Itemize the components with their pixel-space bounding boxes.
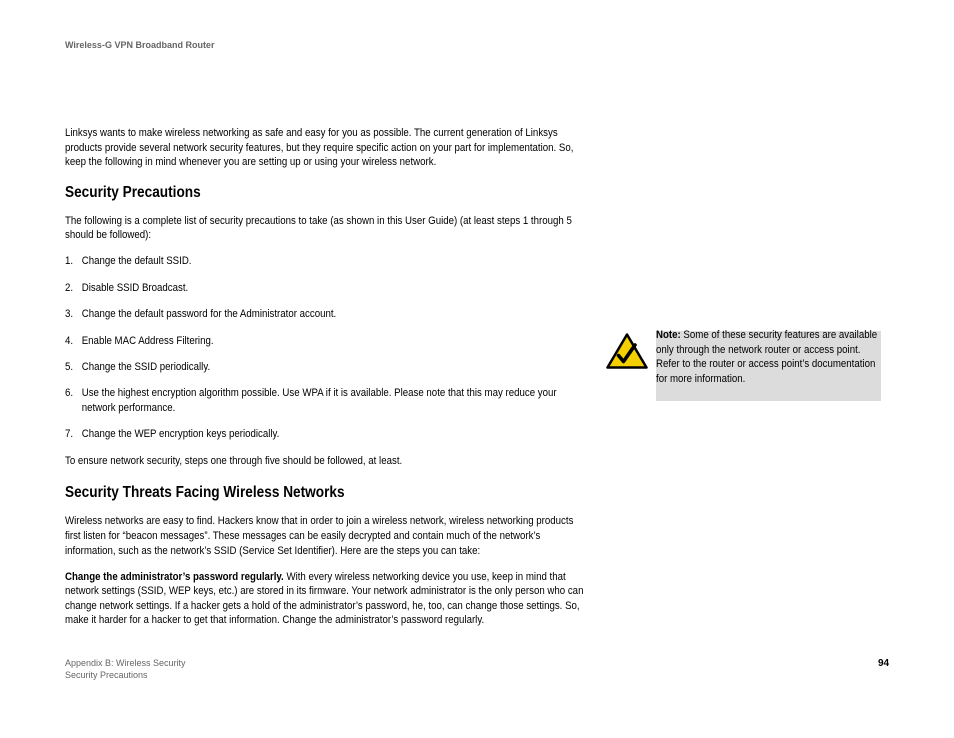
list-item xyxy=(65,334,590,349)
list-text: Disable SSID Broadcast. xyxy=(81,281,189,294)
list-text: Use the highest encryption algorithm possible. Use WPA if it is available. Please note that this may reduce your network performance. xyxy=(81,387,557,415)
list-item xyxy=(65,427,590,442)
list-text: Change the default SSID. xyxy=(81,255,192,268)
admin-password-lead: Change the administrator’s password regularly. xyxy=(65,570,284,583)
admin-password-text: With every wireless networking device you use, keep in mind that network settings (SSID, WEP keys, etc.) are stored in its firmware. Your network administrator is the only person who can change network settings. If a hacker gets a hold of the administrator’s password, he, too, can change those settings. So, make it harder for a hacker to get that information. Change the administrator’s password regularly. xyxy=(65,570,584,627)
footer-section: Appendix B: Wireless Security xyxy=(65,658,186,668)
intro-paragraph: Linksys wants to make wireless networking as safe and easy for you as possible. The current generation of Linksys products provide several network security features, but they require specific action on your part for implementation. So, keep the following in mind whenever you are setting up or using your wireless network. xyxy=(65,127,574,169)
footer-subsection: Security Precautions xyxy=(65,670,148,680)
list-number: 3. xyxy=(65,308,74,321)
list-item xyxy=(65,254,590,269)
list-number: 4. xyxy=(65,334,74,347)
precautions-lead: The following is a complete list of security precautions to take (as shown in this User Guide) (at least steps 1 through 5 should be followed): xyxy=(65,214,572,242)
list-text: Enable MAC Address Filtering. xyxy=(81,334,214,347)
list-number: 1. xyxy=(65,255,74,268)
main-column xyxy=(65,126,590,628)
list-item xyxy=(65,281,590,296)
page-number: 94 xyxy=(878,658,890,669)
list-number: 5. xyxy=(65,361,74,374)
threats-paragraph: Wireless networks are easy to find. Hackers know that in order to join a wireless network, wireless networking products first listen for “beacon messages”. These messages can be easily decrypted and contain much of the network’s information, such as the network’s SSID (Service Set Identifier). Here are the steps you can take: xyxy=(65,515,574,557)
note-body: Some of these security features are available only through the network router or access point. Refer to the router or access point’s documentation for more information. xyxy=(656,329,878,385)
note-label: Note: xyxy=(656,329,681,341)
list-text: Change the SSID periodically. xyxy=(81,361,211,374)
list-item xyxy=(65,307,590,322)
security-precautions-heading: Security Precautions xyxy=(65,183,201,201)
precautions-list xyxy=(65,254,590,442)
note-text xyxy=(656,328,887,386)
list-number: 7. xyxy=(65,428,74,441)
precautions-closing: To ensure network security, steps one through five should be followed, at least. xyxy=(65,454,403,467)
list-text: Change the default password for the Administrator account. xyxy=(81,308,337,321)
checkmark-warning-icon xyxy=(606,333,648,369)
list-number: 6. xyxy=(65,387,74,400)
footer xyxy=(65,657,186,681)
list-item xyxy=(65,386,590,415)
list-text: Change the WEP encryption keys periodically. xyxy=(81,428,280,441)
list-number: 2. xyxy=(65,281,74,294)
running-header: Wireless-G VPN Broadband Router xyxy=(65,40,215,50)
admin-password-paragraph xyxy=(65,570,590,628)
security-threats-heading: Security Threats Facing Wireless Networks xyxy=(65,484,345,502)
list-item xyxy=(65,360,590,375)
